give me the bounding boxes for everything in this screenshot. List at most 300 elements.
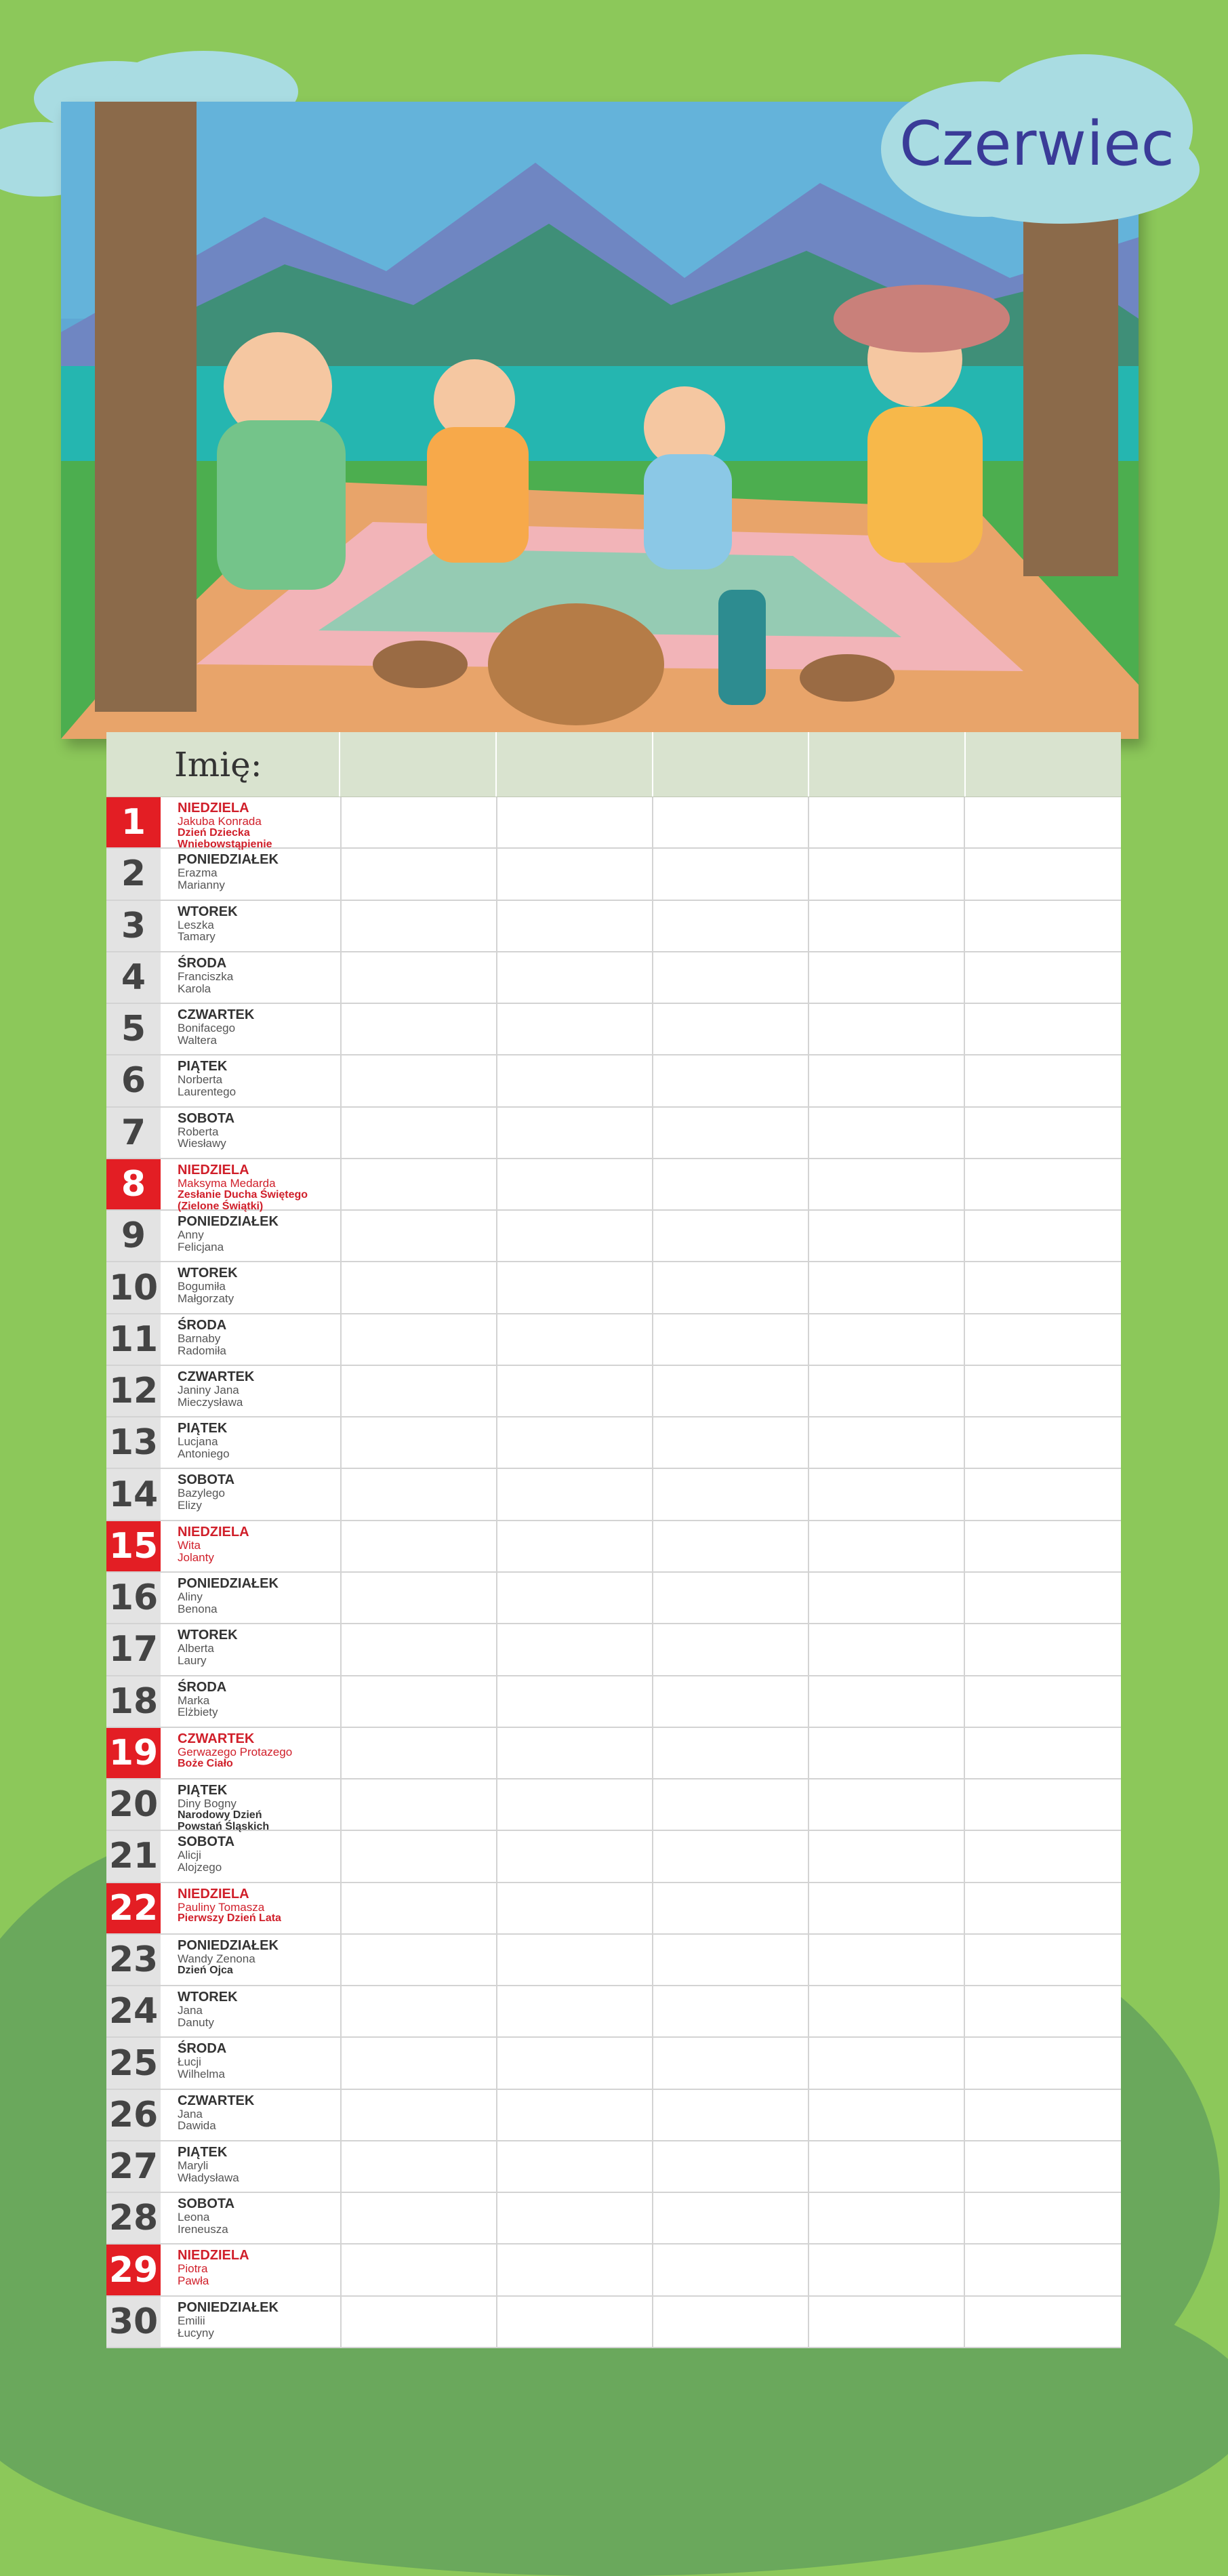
entry-cell[interactable] xyxy=(964,849,1120,899)
holiday-label: Dzień Dziecka xyxy=(178,826,250,839)
name-day-label: Piotra xyxy=(178,2262,208,2276)
day-number: 11 xyxy=(106,1314,161,1365)
entry-cell[interactable] xyxy=(964,1986,1120,2036)
table-row xyxy=(106,901,1121,952)
name-day-label: Wiesławy xyxy=(178,1137,226,1150)
entry-cell[interactable] xyxy=(340,2297,496,2347)
entry-cell[interactable] xyxy=(808,1366,964,1416)
month-title: Czerwiec xyxy=(899,108,1174,180)
day-info xyxy=(161,2245,340,2295)
day-info xyxy=(161,1055,340,1106)
table-row xyxy=(106,1262,1121,1314)
entry-cell[interactable] xyxy=(808,2245,964,2295)
entry-cell[interactable] xyxy=(652,1314,808,1365)
entry-cell[interactable] xyxy=(340,1883,496,1933)
entry-cell[interactable] xyxy=(340,797,496,847)
table-row xyxy=(106,2038,1121,2089)
entry-cell[interactable] xyxy=(340,1262,496,1312)
entry-cell[interactable] xyxy=(808,1831,964,1881)
entry-cell[interactable] xyxy=(340,2090,496,2140)
entry-cell[interactable] xyxy=(652,1986,808,2036)
entry-cell[interactable] xyxy=(808,1108,964,1158)
day-info xyxy=(161,2090,340,2140)
name-day-label: Łucji xyxy=(178,2055,201,2069)
day-info xyxy=(161,1935,340,1985)
entry-cell[interactable] xyxy=(340,1159,496,1209)
weekday-label: CZWARTEK xyxy=(178,1369,255,1384)
table-row xyxy=(106,849,1121,900)
entry-cell[interactable] xyxy=(964,1366,1120,1416)
weekday-label: PIĄTEK xyxy=(178,1783,228,1798)
entry-cell[interactable] xyxy=(652,1262,808,1312)
table-row xyxy=(106,2090,1121,2141)
entry-cell[interactable] xyxy=(964,1314,1120,1365)
entry-cell[interactable] xyxy=(652,1728,808,1778)
entry-cell[interactable] xyxy=(808,1314,964,1365)
entry-cell[interactable] xyxy=(964,1108,1120,1158)
table-row xyxy=(106,1366,1121,1417)
day-info xyxy=(161,1469,340,1519)
entry-cell[interactable] xyxy=(808,2090,964,2140)
name-day-label: Radomiła xyxy=(178,1344,226,1357)
name-day-label: Alicji xyxy=(178,1849,201,1862)
entry-cell[interactable] xyxy=(808,1779,964,1830)
day-number: 28 xyxy=(106,2193,161,2243)
entry-cell[interactable] xyxy=(964,1262,1120,1312)
entry-cell[interactable] xyxy=(964,901,1120,951)
entry-cell[interactable] xyxy=(652,1883,808,1933)
entry-cell[interactable] xyxy=(652,1469,808,1519)
entry-cell[interactable] xyxy=(964,2090,1120,2140)
entry-cell[interactable] xyxy=(964,2193,1120,2243)
name-day-label: Janiny Jana xyxy=(178,1383,239,1396)
entry-cell[interactable] xyxy=(964,2141,1120,2192)
entry-cell[interactable] xyxy=(964,1728,1120,1778)
entry-cell[interactable] xyxy=(340,1469,496,1519)
table-row xyxy=(106,1211,1121,1262)
name-day-label: Pawła xyxy=(178,2274,209,2288)
day-number: 25 xyxy=(106,2038,161,2088)
day-number: 13 xyxy=(106,1417,161,1468)
entry-cell[interactable] xyxy=(340,1521,496,1571)
entry-cell[interactable] xyxy=(496,1004,652,1054)
day-info xyxy=(161,1986,340,2036)
entry-cell[interactable] xyxy=(808,1262,964,1312)
entry-cell[interactable] xyxy=(340,1624,496,1674)
day-info xyxy=(161,2193,340,2243)
entry-cell[interactable] xyxy=(808,901,964,951)
weekday-label: WTOREK xyxy=(178,1266,238,1281)
day-number: 27 xyxy=(106,2141,161,2192)
entry-cell[interactable] xyxy=(340,849,496,899)
name-day-label: Maksyma Medarda xyxy=(178,1176,276,1190)
entry-cell[interactable] xyxy=(496,952,652,1003)
entry-cell[interactable] xyxy=(964,797,1120,847)
name-day-label: Marianny xyxy=(178,879,225,892)
entry-cell[interactable] xyxy=(340,1314,496,1365)
entry-cell[interactable] xyxy=(808,1573,964,1623)
entry-cell[interactable] xyxy=(808,797,964,847)
entry-cell[interactable] xyxy=(496,1521,652,1571)
name-day-label: Bonifacego xyxy=(178,1022,236,1035)
table-row xyxy=(106,1935,1121,1986)
entry-cell[interactable] xyxy=(496,2090,652,2140)
name-day-label: Elizy xyxy=(178,1499,202,1512)
day-info xyxy=(161,1573,340,1623)
day-number: 3 xyxy=(106,901,161,951)
day-number: 5 xyxy=(106,1004,161,1054)
weekday-label: PIĄTEK xyxy=(178,1059,228,1074)
weekday-label: ŚRODA xyxy=(178,1679,227,1695)
entry-cell[interactable] xyxy=(652,1779,808,1830)
name-day-label: Jakuba Konrada xyxy=(178,815,262,828)
entry-cell[interactable] xyxy=(808,1676,964,1727)
weekday-label: SOBOTA xyxy=(178,2196,235,2212)
entry-cell[interactable] xyxy=(496,2245,652,2295)
weekday-label: NIEDZIELA xyxy=(178,801,249,816)
entry-cell[interactable] xyxy=(340,901,496,951)
weekday-label: SOBOTA xyxy=(178,1834,235,1850)
name-day-label: Norberta xyxy=(178,1073,223,1087)
name-day-label: Jana xyxy=(178,2004,203,2017)
weekday-label: PONIEDZIAŁEK xyxy=(178,1937,279,1953)
entry-cell[interactable] xyxy=(652,1624,808,1674)
entry-cell[interactable] xyxy=(964,1624,1120,1674)
weekday-label: CZWARTEK xyxy=(178,1007,255,1023)
entry-cell[interactable] xyxy=(652,2038,808,2088)
weekday-label: NIEDZIELA xyxy=(178,2248,249,2263)
day-info xyxy=(161,1004,340,1054)
day-info xyxy=(161,2038,340,2088)
entry-cell[interactable] xyxy=(808,2297,964,2347)
entry-cell[interactable] xyxy=(652,1831,808,1881)
entry-cell[interactable] xyxy=(964,1779,1120,1830)
entry-cell[interactable] xyxy=(340,1935,496,1985)
name-day-label: Alberta xyxy=(178,1642,214,1655)
entry-cell[interactable] xyxy=(496,2038,652,2088)
entry-cell[interactable] xyxy=(496,1366,652,1416)
entry-cell[interactable] xyxy=(652,797,808,847)
day-info xyxy=(161,1159,340,1212)
entry-cell[interactable] xyxy=(964,2038,1120,2088)
weekday-label: NIEDZIELA xyxy=(178,1524,249,1539)
entry-cell[interactable] xyxy=(496,1676,652,1727)
name-day-label: Diny Bogny xyxy=(178,1797,237,1811)
entry-cell[interactable] xyxy=(340,1211,496,1261)
day-number: 24 xyxy=(106,1986,161,2036)
entry-cell[interactable] xyxy=(964,1417,1120,1468)
name-day-label: Elżbiety xyxy=(178,1706,218,1719)
table-row xyxy=(106,1055,1121,1107)
day-number: 1 xyxy=(106,797,161,847)
entry-cell[interactable] xyxy=(652,1159,808,1209)
weekday-label: ŚRODA xyxy=(178,955,227,971)
entry-cell[interactable] xyxy=(496,1779,652,1830)
entry-cell[interactable] xyxy=(340,1676,496,1727)
entry-cell[interactable] xyxy=(652,1521,808,1571)
table-row xyxy=(106,1624,1121,1676)
entry-cell[interactable] xyxy=(496,1573,652,1623)
weekday-label: PIĄTEK xyxy=(178,1421,228,1436)
entry-cell[interactable] xyxy=(808,1986,964,2036)
weekday-label: PONIEDZIAŁEK xyxy=(178,2299,279,2315)
entry-cell[interactable] xyxy=(808,1728,964,1778)
entry-cell[interactable] xyxy=(496,2297,652,2347)
entry-cell[interactable] xyxy=(652,1055,808,1106)
table-row xyxy=(106,2141,1121,2193)
entry-cell[interactable] xyxy=(808,1004,964,1054)
day-info xyxy=(161,1624,340,1674)
table-row xyxy=(106,1831,1121,1883)
day-number: 8 xyxy=(106,1159,161,1209)
table-row xyxy=(106,1417,1121,1469)
name-day-label: Benona xyxy=(178,1602,218,1615)
entry-cell[interactable] xyxy=(496,1262,652,1312)
weekday-label: PONIEDZIAŁEK xyxy=(178,852,279,868)
weekday-label: ŚRODA xyxy=(178,2041,227,2057)
entry-cell[interactable] xyxy=(340,1055,496,1106)
weekday-label: ŚRODA xyxy=(178,1317,227,1333)
entry-cell[interactable] xyxy=(496,1624,652,1674)
entry-cell[interactable] xyxy=(496,797,652,847)
day-info xyxy=(161,1366,340,1416)
entry-cell[interactable] xyxy=(964,1055,1120,1106)
holiday-label: Boże Ciało xyxy=(178,1757,233,1769)
entry-cell[interactable] xyxy=(340,952,496,1003)
name-day-label: Maryli xyxy=(178,2158,209,2172)
entry-cell[interactable] xyxy=(496,901,652,951)
entry-cell[interactable] xyxy=(652,1417,808,1468)
name-day-label: Leona xyxy=(178,2211,210,2224)
name-day-label: Marka xyxy=(178,1693,210,1707)
entry-cell[interactable] xyxy=(652,1211,808,1261)
entry-cell[interactable] xyxy=(340,1573,496,1623)
name-day-label: Jana xyxy=(178,2107,203,2120)
day-number: 20 xyxy=(106,1779,161,1830)
entry-cell[interactable] xyxy=(808,849,964,899)
entry-cell[interactable] xyxy=(964,1676,1120,1727)
entry-cell[interactable] xyxy=(496,1728,652,1778)
name-day-label: Lucjana xyxy=(178,1435,218,1449)
entry-cell[interactable] xyxy=(652,2141,808,2192)
day-number: 2 xyxy=(106,849,161,899)
day-number: 30 xyxy=(106,2297,161,2347)
entry-cell[interactable] xyxy=(340,1779,496,1830)
entry-cell[interactable] xyxy=(496,1055,652,1106)
name-day-label: Wita xyxy=(178,1538,201,1552)
table-row xyxy=(106,1676,1121,1728)
entry-cell[interactable] xyxy=(340,1831,496,1881)
entry-cell[interactable] xyxy=(496,2141,652,2192)
entry-cell[interactable] xyxy=(340,1004,496,1054)
entry-cell[interactable] xyxy=(808,1624,964,1674)
entry-cell[interactable] xyxy=(808,1159,964,1209)
entry-cell[interactable] xyxy=(340,1986,496,2036)
weekday-label: WTOREK xyxy=(178,1628,238,1643)
calendar-table xyxy=(106,732,1121,2348)
entry-cell[interactable] xyxy=(496,1417,652,1468)
entry-cell[interactable] xyxy=(808,1521,964,1571)
entry-cell[interactable] xyxy=(652,2193,808,2243)
name-day-label: Erazma xyxy=(178,866,218,880)
entry-cell[interactable] xyxy=(808,1211,964,1261)
entry-cell[interactable] xyxy=(964,1521,1120,1571)
entry-cell[interactable] xyxy=(496,1211,652,1261)
entry-cell[interactable] xyxy=(964,1211,1120,1261)
name-day-label: Karola xyxy=(178,982,211,995)
name-day-label: Wilhelma xyxy=(178,2068,225,2081)
day-info xyxy=(161,1108,340,1158)
weekday-label: CZWARTEK xyxy=(178,2093,255,2108)
entry-cell[interactable] xyxy=(652,1366,808,1416)
entry-cell[interactable] xyxy=(652,849,808,899)
entry-cell[interactable] xyxy=(808,1469,964,1519)
entry-cell[interactable] xyxy=(340,1366,496,1416)
day-number: 4 xyxy=(106,952,161,1003)
holiday-label: Dzień Ojca xyxy=(178,1964,233,1976)
day-info xyxy=(161,1779,340,1830)
table-row xyxy=(106,1159,1121,1211)
entry-cell[interactable] xyxy=(964,2245,1120,2295)
holiday-label: (Zielone Świątki) xyxy=(178,1200,264,1212)
holiday-label: Pierwszy Dzień Lata xyxy=(178,1912,281,1925)
entry-cell[interactable] xyxy=(496,849,652,899)
day-info xyxy=(161,849,340,899)
entry-cell[interactable] xyxy=(808,2193,964,2243)
entry-cell[interactable] xyxy=(808,1883,964,1933)
entry-cell[interactable] xyxy=(652,901,808,951)
entry-cell[interactable] xyxy=(964,1004,1120,1054)
weekday-label: PONIEDZIAŁEK xyxy=(178,1575,279,1591)
name-day-label: Franciszka xyxy=(178,969,234,983)
entry-cell[interactable] xyxy=(652,2297,808,2347)
entry-cell[interactable] xyxy=(496,1883,652,1933)
name-day-label: Emilii xyxy=(178,2314,205,2327)
name-column-header[interactable] xyxy=(339,732,495,797)
entry-cell[interactable] xyxy=(964,1935,1120,1985)
entry-cell[interactable] xyxy=(340,2245,496,2295)
entry-cell[interactable] xyxy=(964,952,1120,1003)
day-number: 15 xyxy=(106,1521,161,1571)
name-day-label: Łucyny xyxy=(178,2326,214,2339)
name-column-header[interactable] xyxy=(964,732,1121,797)
day-info xyxy=(161,1883,340,1933)
entry-cell[interactable] xyxy=(808,2038,964,2088)
entry-cell[interactable] xyxy=(964,1831,1120,1881)
entry-cell[interactable] xyxy=(808,1417,964,1468)
day-info xyxy=(161,952,340,1003)
name-day-label: Dawida xyxy=(178,2119,216,2133)
entry-cell[interactable] xyxy=(652,1004,808,1054)
day-number: 9 xyxy=(106,1211,161,1261)
table-header xyxy=(106,732,1121,797)
entry-cell[interactable] xyxy=(496,1831,652,1881)
table-row xyxy=(106,952,1121,1004)
entry-cell[interactable] xyxy=(496,1159,652,1209)
weekday-label: SOBOTA xyxy=(178,1110,235,1126)
name-day-label: Laurentego xyxy=(178,1085,237,1099)
entry-cell[interactable] xyxy=(496,2193,652,2243)
day-info xyxy=(161,797,340,850)
entry-cell[interactable] xyxy=(496,1314,652,1365)
entry-cell[interactable] xyxy=(340,2038,496,2088)
entry-cell[interactable] xyxy=(964,1883,1120,1933)
table-row xyxy=(106,1469,1121,1521)
name-column-header[interactable] xyxy=(495,732,652,797)
name-day-label: Danuty xyxy=(178,2015,214,2029)
day-number: 12 xyxy=(106,1366,161,1416)
name-day-label: Anny xyxy=(178,1228,204,1242)
entry-cell[interactable] xyxy=(808,1935,964,1985)
entry-cell[interactable] xyxy=(652,2245,808,2295)
name-column-header[interactable] xyxy=(652,732,809,797)
day-number: 16 xyxy=(106,1573,161,1623)
table-row xyxy=(106,1728,1121,1779)
weekday-label: NIEDZIELA xyxy=(178,1886,249,1901)
table-row xyxy=(106,2245,1121,2296)
entry-cell[interactable] xyxy=(964,1159,1120,1209)
weekday-label: SOBOTA xyxy=(178,1472,235,1488)
name-day-label: Bazylego xyxy=(178,1487,225,1500)
name-day-label: Pauliny Tomasza xyxy=(178,1900,265,1914)
table-row xyxy=(106,1883,1121,1935)
entry-cell[interactable] xyxy=(496,1935,652,1985)
day-number: 21 xyxy=(106,1831,161,1881)
entry-cell[interactable] xyxy=(340,1728,496,1778)
weekday-label: PONIEDZIAŁEK xyxy=(178,1214,279,1230)
entry-cell[interactable] xyxy=(652,1573,808,1623)
table-row xyxy=(106,2297,1121,2348)
day-info xyxy=(161,1417,340,1468)
entry-cell[interactable] xyxy=(964,1573,1120,1623)
entry-cell[interactable] xyxy=(652,1676,808,1727)
day-info xyxy=(161,1314,340,1365)
day-number: 22 xyxy=(106,1883,161,1933)
entry-cell[interactable] xyxy=(808,2141,964,2192)
day-info xyxy=(161,2141,340,2192)
day-info xyxy=(161,1211,340,1261)
name-column-header[interactable] xyxy=(808,732,964,797)
entry-cell[interactable] xyxy=(340,2141,496,2192)
entry-cell[interactable] xyxy=(340,1417,496,1468)
entry-cell[interactable] xyxy=(652,952,808,1003)
entry-cell[interactable] xyxy=(808,952,964,1003)
day-info xyxy=(161,1728,340,1778)
table-row xyxy=(106,1108,1121,1159)
name-day-label: Barnaby xyxy=(178,1331,221,1345)
entry-cell[interactable] xyxy=(652,1935,808,1985)
entry-cell[interactable] xyxy=(964,1469,1120,1519)
day-info xyxy=(161,2297,340,2347)
name-day-label: Roberta xyxy=(178,1125,219,1138)
entry-cell[interactable] xyxy=(808,1055,964,1106)
entry-cell[interactable] xyxy=(340,2193,496,2243)
entry-cell[interactable] xyxy=(340,1108,496,1158)
table-row xyxy=(106,1004,1121,1055)
entry-cell[interactable] xyxy=(652,1108,808,1158)
entry-cell[interactable] xyxy=(652,2090,808,2140)
name-day-label: Małgorzaty xyxy=(178,1292,234,1306)
table-row xyxy=(106,1573,1121,1624)
name-day-label: Felicjana xyxy=(178,1240,224,1253)
day-number: 10 xyxy=(106,1262,161,1312)
name-day-label: Wandy Zenona xyxy=(178,1952,255,1965)
entry-cell[interactable] xyxy=(496,1986,652,2036)
entry-cell[interactable] xyxy=(496,1469,652,1519)
entry-cell[interactable] xyxy=(964,2297,1120,2347)
entry-cell[interactable] xyxy=(496,1108,652,1158)
day-number: 17 xyxy=(106,1624,161,1674)
